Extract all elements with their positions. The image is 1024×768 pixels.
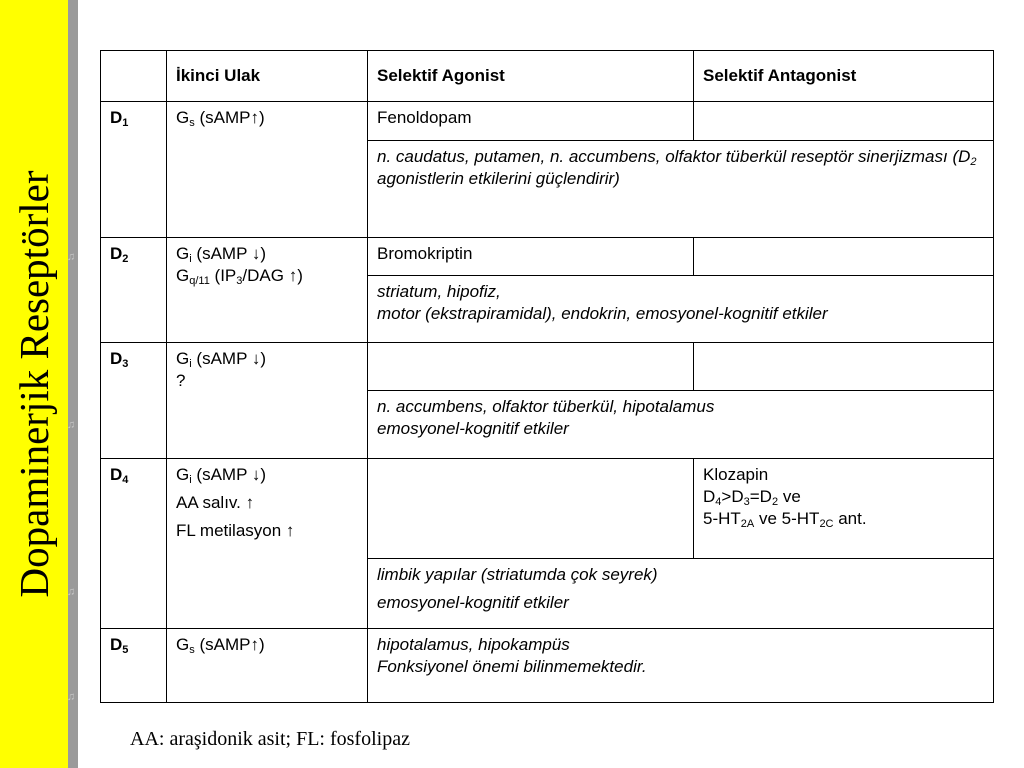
slide-title: Dopaminerjik Reseptörler [11,170,57,598]
sound-icon: ♫ [66,419,76,431]
sound-icon: ♫ [66,586,76,598]
messenger-d3: $G_i$ (sAMP ↓) ? [167,343,368,459]
header-selective-antagonist: Selektif Antagonist [694,51,994,102]
dopamine-receptor-table [100,50,994,703]
table-row-d2 [101,238,994,276]
table-row-d5 [101,629,994,703]
regions-d2: striatum, hipofiz, motor (ekstrapiramidal), endokrin, emosyonel-kognitif etkiler [368,276,994,343]
receptor-d1: $D_1$ [101,102,167,238]
receptor-d4: $D_4$ [101,459,167,629]
antagonist-d1 [694,102,994,141]
regions-d4: limbik yapılar (striatumda çok seyrek) emosyonel-kognitif etkiler [368,559,994,629]
table-row-d1 [101,102,994,141]
table-row-d4 [101,459,994,559]
sound-icon: ♫ [66,691,76,703]
header-empty [101,51,167,102]
agonist-d1: Fenoldopam [368,102,694,141]
receptor-d2: $D_2$ [101,238,167,343]
regions-d3: n. accumbens, olfaktor tüberkül, hipotalamus emosyonel-kognitif etkiler [368,391,994,459]
regions-d1: n. caudatus, putamen, n. accumbens, olfaktor tüberkül reseptör sinerjizması ($D_2$ agonistlerin etkilerini güçlendirir) [368,141,994,238]
header-second-messenger: İkinci Ulak [167,51,368,102]
receptor-d5: $D_5$ [101,629,167,703]
antagonist-d3 [694,343,994,391]
agonist-d2: Bromokriptin [368,238,694,276]
antagonist-d4: Klozapin $D_4>D_3=D_2$ ve $5-HT_{2A}$ ve $5-HT_{2C}$ ant. [694,459,994,559]
sidebar-shadow [68,0,78,768]
footnote: AA: araşidonik asit; FL: fosfolipaz [130,728,410,750]
sound-icon: ♫ [66,251,76,263]
messenger-d4: $G_i$ (sAMP ↓) AA salıv. ↑ FL metilasyon ↑ [167,459,368,629]
receptor-d3: $D_3$ [101,343,167,459]
table-row-d3 [101,343,994,391]
table-header-row [101,51,994,102]
header-selective-agonist: Selektif Agonist [368,51,694,102]
agonist-d3 [368,343,694,391]
agonist-d4 [368,459,694,559]
antagonist-d2 [694,238,994,276]
messenger-d5: $G_s$ (sAMP↑) [167,629,368,703]
messenger-d1: $G_s$ (sAMP↑) [167,102,368,238]
sidebar-panel [0,0,68,768]
messenger-d2: $G_i$ (sAMP ↓) $G_{q/11}$ ($IP_3$/DAG ↑) [167,238,368,343]
regions-d5: hipotalamus, hipokampüs Fonksiyonel önemi bilinmemektedir. [368,629,994,703]
